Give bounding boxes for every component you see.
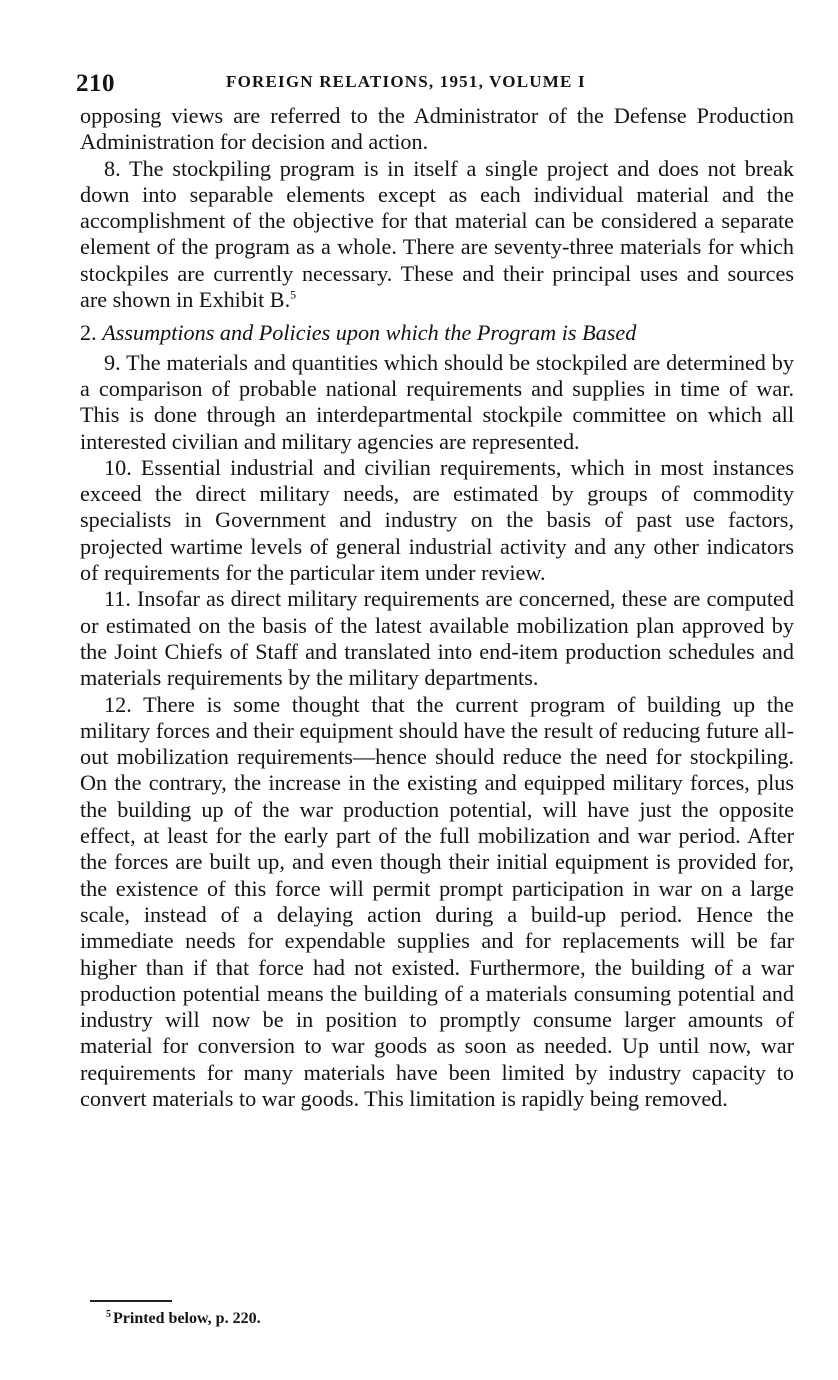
section-title: Assumptions and Policies upon which the Program is Based [102,320,637,346]
paragraph-10: 10. Essential industrial and civilian requirements, which in most instances exceed the direct military needs, are estimated by groups of commodity specialists in Government and industry on the basis of past use factors, projected wartime levels of general industrial activity and any other indicators of requirements for the particular item under review. [80,454,794,586]
paragraph-8 [80,156,794,314]
section-heading [80,320,794,346]
paragraph-9: 9. The materials and quantities which should be stockpiled are determined by a comparison of probable national requirements and supplies in time of war. This is done through an interdepartmental stockpile committee on which all interested civilian and military agencies are represented. [80,349,794,454]
footnote-reference: 5 [290,287,297,302]
running-title: FOREIGN RELATIONS, 1951, VOLUME I [226,72,586,91]
paragraph-continuation: opposing views are referred to the Administrator of the Defense Production Administration for decision and action. [80,103,794,155]
footnote-mark: 5 [106,1308,111,1320]
footnote [106,1310,261,1328]
paragraph-11: 11. Insofar as direct military requirements are concerned, these are computed or estimated on the basis of the latest available mobilization plan approved by the Joint Chiefs of Staff and translated into end-item production schedules and materials requirements by the military departments. [80,586,794,691]
page-number: 210 [76,70,115,97]
paragraph-12: 12. There is some thought that the current program of building up the military forces and their equipment should have the result of reducing future all-out mobilization requirements—hence should reduce the need for stockpiling. On the contrary, the increase in the existing and equipped military forces, plus the building up of the war production potential, will have just the opposite effect, at least for the early part of the full mobilization and war period. After the forces are built up, and even though their initial equipment is provided for, the existence of this force will permit prompt participation in war on a large scale, instead of a delaying action during a build-up period. Hence the immediate needs for expendable supplies and for replacements will be far higher than if that force had not existed. Furthermore, the building of a war production potential means the building of a materials consuming potential and industry will now be in position to promptly consume larger amounts of material for conversion to war goods as soon as needed. Up until now, war requirements for many materials have been limited by industry capacity to convert materials to war goods. This limitation is rapidly being removed. [80,691,794,1111]
footnote-divider [90,1300,172,1302]
body-text [80,103,794,1112]
footnote-text: Printed below, p. 220. [113,1310,261,1327]
section-number: 2. [80,320,97,346]
running-head [76,68,796,102]
paragraph-8-text: 8. The stockpiling program is in itself a single project and does not break down into separable elements except as each individual material and the accomplishment of the objective for that material can be considered a separate element of the program as a whole. There are seventy-three materials for which stockpiles are currently necessary. These and their principal uses and sources are shown in Exhibit B. [80,155,794,313]
